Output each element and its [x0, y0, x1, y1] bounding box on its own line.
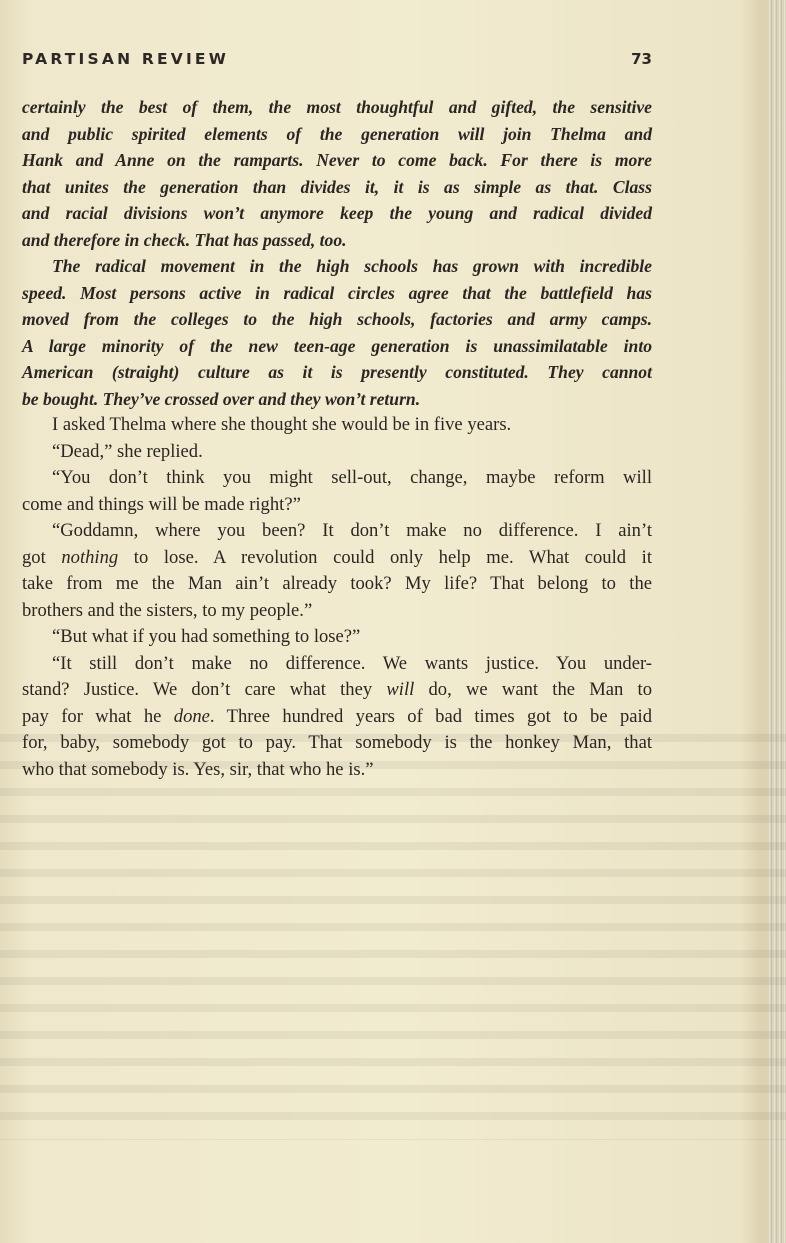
running-head: PARTISAN REVIEW: [22, 50, 230, 68]
text-run: pay for what he: [22, 705, 174, 727]
text-line: A large minority of the new teen-age generation is unassimilatable into: [22, 335, 652, 356]
text-run: got: [22, 546, 62, 568]
text-run: . Three hundred years of bad times got to be paid: [209, 705, 652, 727]
text-line: and therefore in check. That has passed, too.: [22, 229, 347, 250]
emphasis-text: will: [386, 679, 415, 700]
emphasis-text: done: [173, 705, 210, 727]
text-line: I asked Thelma where she thought she would be in five years.: [52, 414, 512, 435]
text-line: speed. Most persons active in radical circles agree that the battlefield has: [22, 282, 652, 303]
text-line: Hank and Anne on the ramparts. Never to come back. For there is more: [22, 150, 652, 170]
text-run: stand? Justice. We don’t care what they: [22, 679, 387, 700]
text-line: that unites the generation than divides it, it is as simple as that. Class: [22, 176, 652, 197]
text-line: and public spirited elements of the generation will join Thelma and: [22, 123, 652, 144]
show-through-texture: [0, 720, 786, 1140]
text-line: be bought. They’ve crossed over and they won’t return.: [22, 388, 421, 409]
text-line: “It still don’t make no difference. We wants justice. You under-: [52, 652, 652, 674]
emphasis-text: nothing: [61, 546, 119, 568]
text-line: for, baby, somebody got to pay. That somebody is the honkey Man, that: [22, 732, 652, 753]
text-line: take from me the Man ain’t already took? My life? That belong to the: [22, 573, 652, 594]
text-line: come and things will be made right?”: [22, 493, 301, 515]
text-line: “But what if you had something to lose?”: [52, 626, 361, 647]
text-line: “You don’t think you might sell-out, change, maybe reform will: [52, 467, 652, 488]
text-line: and racial divisions won’t anymore keep the young and radical divided: [22, 203, 652, 223]
page-header: [22, 50, 652, 72]
text-line: [22, 677, 652, 704]
text-line: who that somebody is. Yes, sir, that who he is.”: [22, 758, 374, 780]
text-line: The radical movement in the high schools has grown with incredible: [52, 256, 652, 276]
page-number: 73: [631, 50, 652, 68]
text-line: [22, 704, 652, 731]
text-line: American (straight) culture as it is presently constituted. They cannot: [22, 362, 652, 382]
text-line: certainly the best of them, the most thoughtful and gifted, the sensitive: [22, 97, 652, 117]
text-line: brothers and the sisters, to my people.”: [22, 599, 313, 621]
text-line: “Goddamn, where you been? It don’t make no difference. I ain’t: [52, 520, 652, 541]
text-line: “Dead,” she replied.: [52, 440, 203, 462]
text-run: do, we want the Man to: [414, 679, 652, 700]
text-run: to lose. A revolution could only help me. What could it: [118, 546, 652, 568]
text-line: [22, 545, 652, 572]
text-line: moved from the colleges to the high schools, factories and army camps.: [22, 309, 652, 329]
body-text: [22, 94, 652, 783]
